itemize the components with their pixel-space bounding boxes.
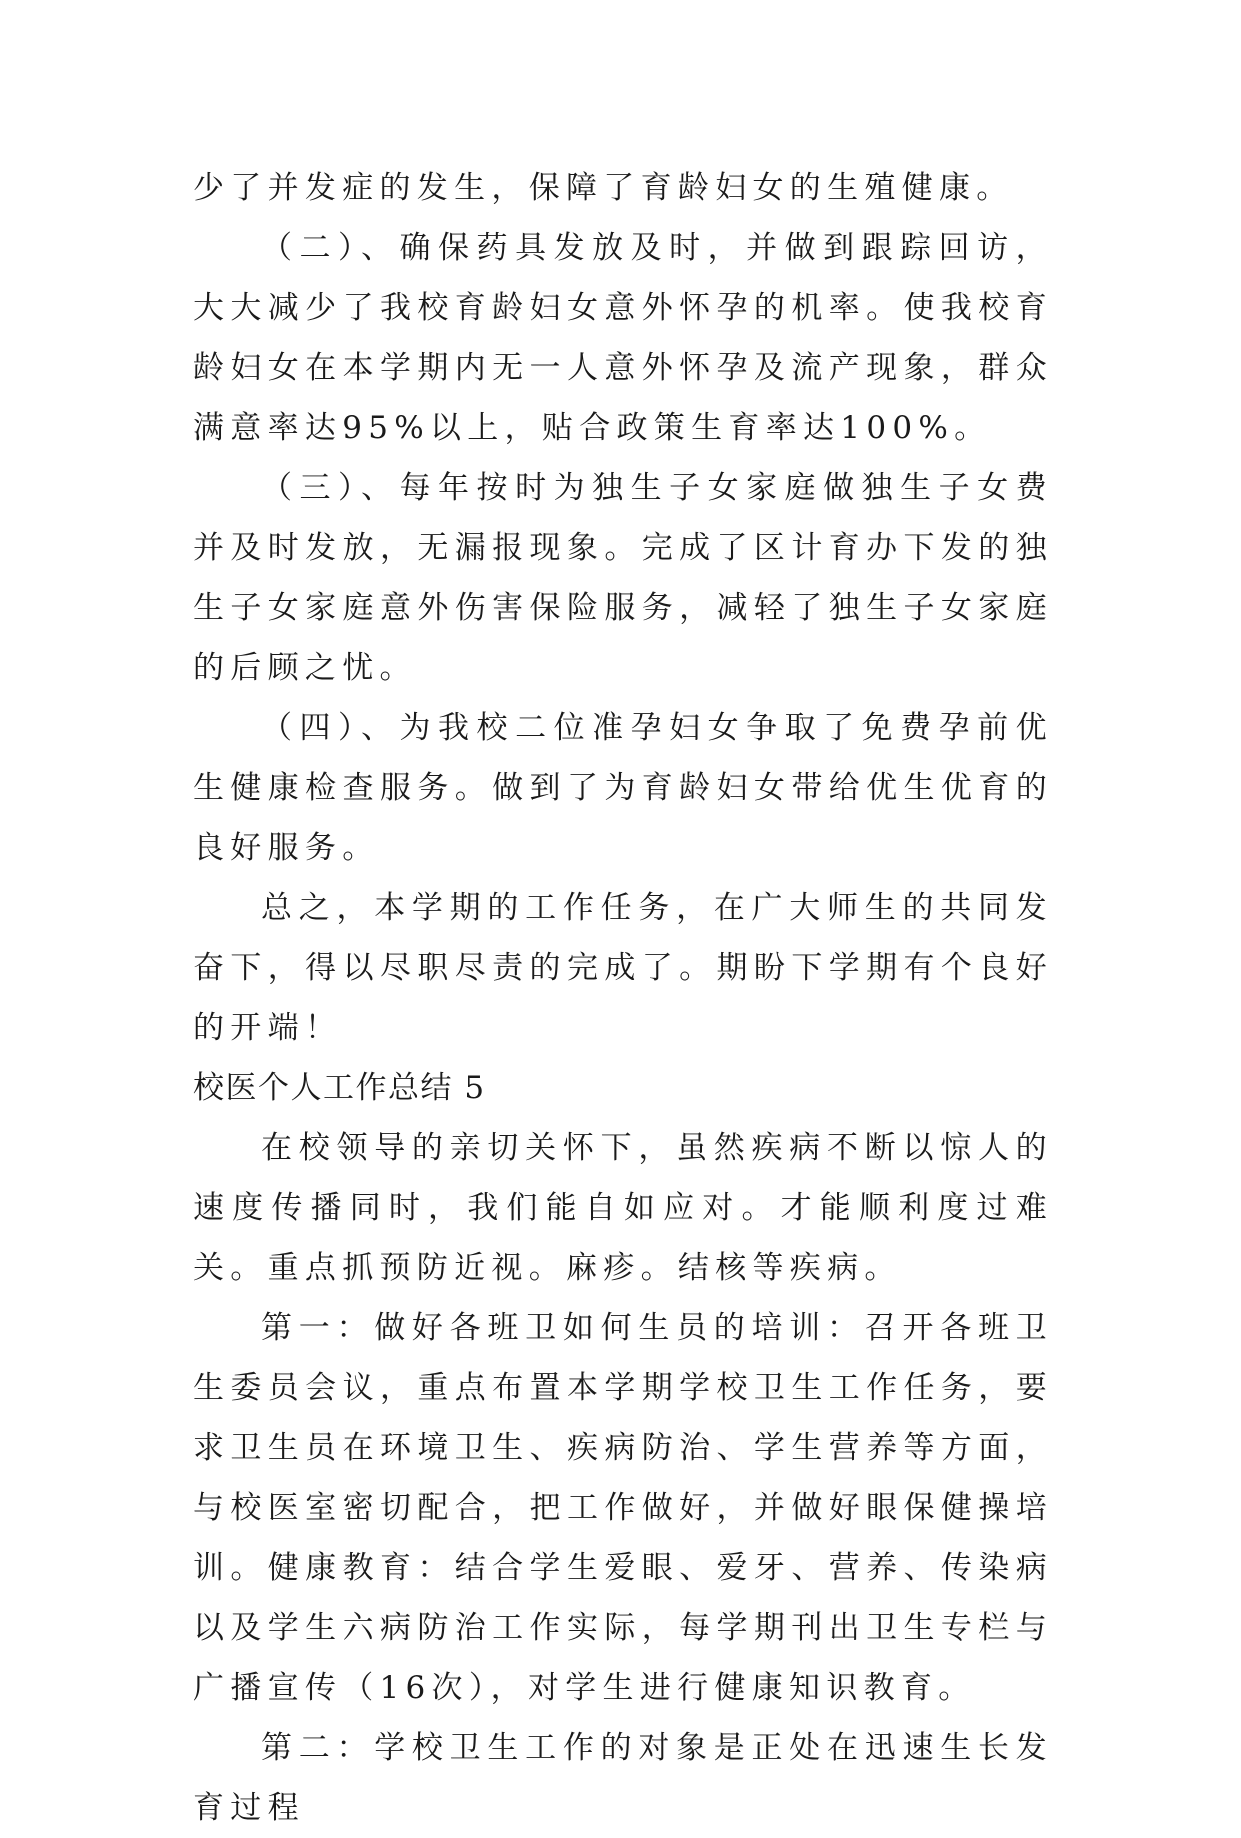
paragraph-7: 第一：做好各班卫如何生员的培训：召开各班卫生委员会议，重点布置本学期学校卫生工作任务，要求卫生员在环境卫生、疾病防治、学生营养等方面，与校医室密切配合，把工作做好，并做好眼保健操培训。健康教育：结合学生爱眼、爱牙、营养、传染病以及学生六病防治工作实际，每学期刊出卫生专栏与广播宣传（16次），对学生进行健康知识教育。 xyxy=(193,1310,1053,1706)
paragraph-2: （二）、确保药具发放及时，并做到跟踪回访，大大减少了我校育龄妇女意外怀孕的机率。使我校育龄妇女在本学期内无一人意外怀孕及流产现象，群众满意率达95%以上，贴合政策生育率达100%。 xyxy=(193,230,1053,446)
document-body xyxy=(193,158,1053,1838)
paragraph-1: 少了并发症的发生，保障了育龄妇女的生殖健康。 xyxy=(193,170,1014,206)
section-heading: 校医个人工作总结 5 xyxy=(193,1070,486,1106)
paragraph-5: 总之，本学期的工作任务，在广大师生的共同发奋下，得以尽职尽责的完成了。期盼下学期有个良好的开端！ xyxy=(193,890,1053,1046)
paragraph-6: 在校领导的亲切关怀下，虽然疾病不断以惊人的速度传播同时，我们能自如应对。才能顺利度过难关。重点抓预防近视。麻疹。结核等疾病。 xyxy=(193,1130,1053,1286)
paragraph-3: （三）、每年按时为独生子女家庭做独生子女费并及时发放，无漏报现象。完成了区计育办下发的独生子女家庭意外伤害保险服务，减轻了独生子女家庭的后顾之忧。 xyxy=(193,470,1053,686)
paragraph-4: （四）、为我校二位准孕妇女争取了免费孕前优生健康检查服务。做到了为育龄妇女带给优生优育的良好服务。 xyxy=(193,710,1053,866)
paragraph-8: 第二：学校卫生工作的对象是正处在迅速生长发育过程 xyxy=(193,1730,1053,1826)
